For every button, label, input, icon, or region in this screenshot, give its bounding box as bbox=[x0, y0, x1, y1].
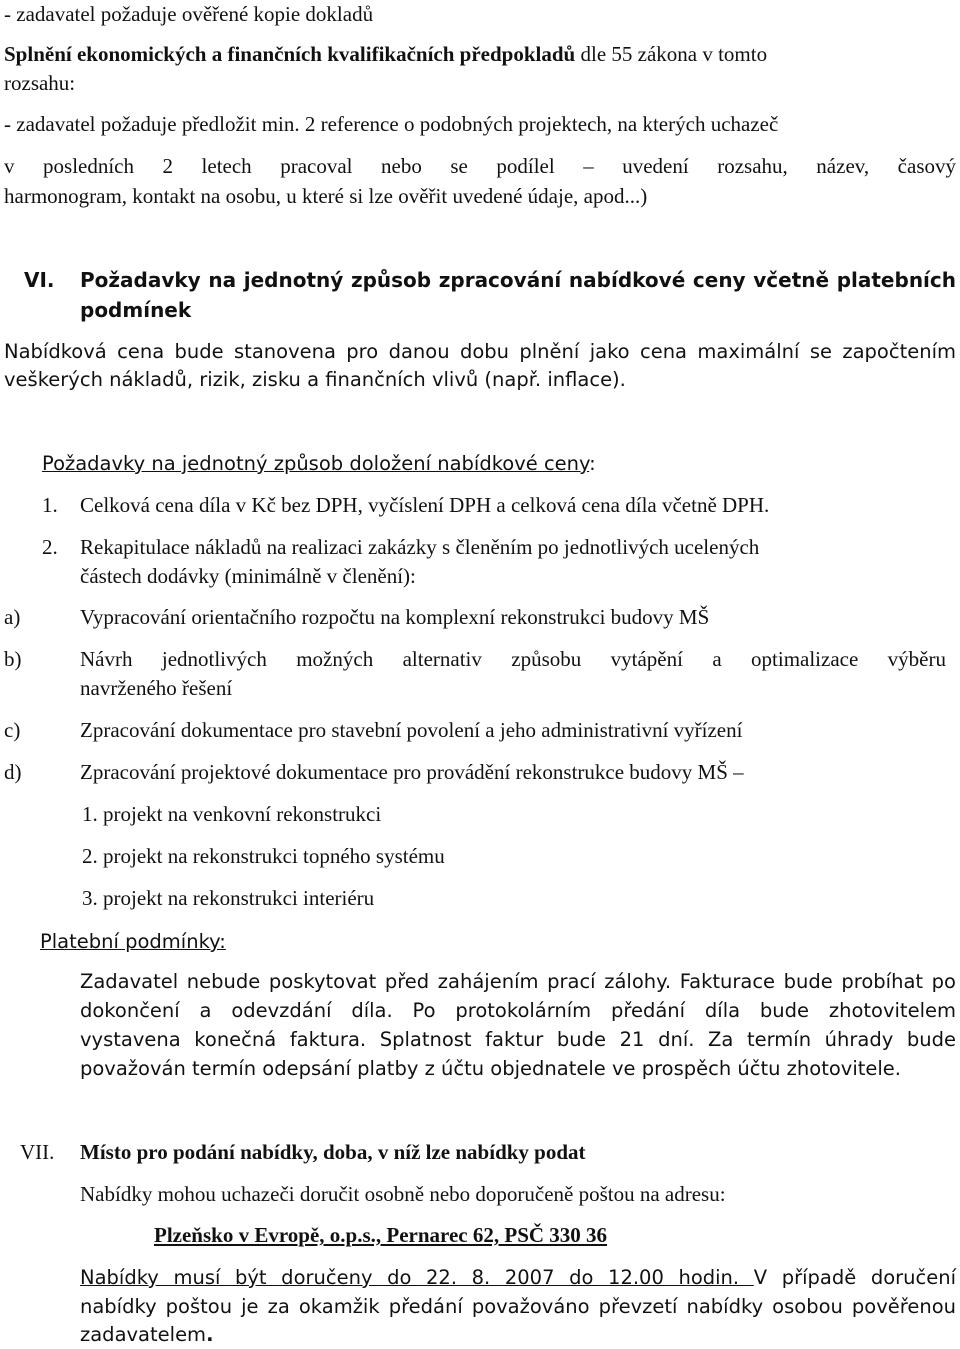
scope-label: rozsahu: bbox=[4, 71, 76, 95]
payment-line-2: dokončení a odevzdání díla. Po protokolárním předání díla bude zhotovitelem bbox=[80, 999, 956, 1022]
payment-line-4: považován termín odepsání platby z účtu objednatele ve prospěch účtu zhotovitele. bbox=[80, 1057, 901, 1080]
sub-item-d-project-2: 2. projekt na rekonstrukci topného systému bbox=[82, 844, 445, 868]
sub-item-a-text: Vypracování orientačního rozpočtu na komplexní rekonstrukci budovy MŠ bbox=[80, 605, 710, 629]
references-line-3: harmonogram, kontakt na osobu, u které si lze ověřit uvedené údaje, apod...) bbox=[4, 184, 648, 208]
economic-qualification-suffix: dle 55 zákona v tomto bbox=[575, 42, 768, 66]
item-1-number: 1. bbox=[42, 493, 58, 517]
payment-line-3: vystavena konečná faktura. Splatnost faktur bude 21 dní. Za termín úhrady bude bbox=[80, 1028, 956, 1051]
item-2-number: 2. bbox=[42, 535, 58, 559]
section-6-number: VI. bbox=[24, 268, 55, 292]
item-2-line-1: Rekapitulace nákladů na realizaci zakázky s členěním po jednotlivých ucelených bbox=[80, 535, 760, 559]
economic-qualification-heading: Splnění ekonomických a finančních kvalifikačních předpokladů bbox=[4, 42, 576, 66]
deadline-line-2: nabídky poštou je za okamžik předání považováno převzetí nabídky osobou pověřenou bbox=[80, 1295, 956, 1318]
references-line-2: v posledních 2 letech pracoval nebo se podílel – uvedení rozsahu, název, časový bbox=[4, 154, 956, 178]
sub-item-b-line-2: navrženého řešení bbox=[80, 676, 233, 700]
item-2-line-2: částech dodávky (minimálně v členění): bbox=[80, 564, 416, 588]
submission-line: Nabídky mohou uchazeči doručit osobně nebo doporučeně poštou na adresu: bbox=[80, 1182, 726, 1206]
section-7-heading: Místo pro podání nabídky, doba, v níž lze nabídky podat bbox=[80, 1140, 586, 1164]
sub-item-d-project-1: 1. projekt na venkovní rekonstrukci bbox=[82, 802, 382, 826]
requirement-line-copies: - zadavatel požaduje ověřené kopie dokladů bbox=[4, 2, 374, 26]
sub-item-a-label: a) bbox=[4, 605, 21, 629]
economic-qualification-line bbox=[4, 40, 767, 68]
deadline-underlined: Nabídky musí být doručeny do 22. 8. 2007 do 12.00 hodin. bbox=[80, 1266, 754, 1289]
sub-item-b-line-1: Návrh jednotlivých možných alternativ způsobu vytápění a optimalizace výběru bbox=[80, 647, 946, 671]
section-6-heading-line-2: podmínek bbox=[80, 298, 192, 322]
sub-item-d-label: d) bbox=[4, 760, 22, 784]
section-7-number: VII. bbox=[20, 1140, 55, 1164]
submission-address: Plzeňsko v Evropě, o.p.s., Pernarec 62, PSČ 330 36 bbox=[154, 1223, 608, 1247]
deadline-line-3-period: . bbox=[206, 1323, 214, 1346]
deadline-rest: V případě doručení bbox=[753, 1266, 956, 1289]
deadline-line-3-text: zadavatelem bbox=[80, 1323, 207, 1346]
sub-item-c-text: Zpracování dokumentace pro stavební povolení a jeho administrativní vyřízení bbox=[80, 718, 743, 742]
sub-item-c-label: c) bbox=[4, 718, 21, 742]
item-1-text: Celková cena díla v Kč bez DPH, vyčíslení DPH a celková cena díla včetně DPH. bbox=[80, 493, 770, 517]
price-paragraph-line-2: veškerých nákladů, rizik, zisku a finančních vlivů (např. inflace). bbox=[4, 368, 626, 391]
deadline-line bbox=[80, 1264, 956, 1292]
sub-item-d-text: Zpracování projektové dokumentace pro provádění rekonstrukce budovy MŠ – bbox=[80, 760, 744, 784]
section-6-heading-line-1: Požadavky na jednotný způsob zpracování nabídkové ceny včetně platebních bbox=[80, 268, 956, 292]
proof-heading-text: Požadavky na jednotný způsob doložení nabídkové ceny bbox=[42, 452, 590, 475]
payment-heading: Platební podmínky: bbox=[40, 930, 226, 953]
payment-line-1: Zadavatel nebude poskytovat před zahájením prací zálohy. Fakturace bude probíhat po bbox=[80, 970, 956, 993]
sub-item-d-project-3: 3. projekt na rekonstrukci interiéru bbox=[82, 886, 375, 910]
proof-heading bbox=[42, 450, 596, 478]
proof-heading-colon: : bbox=[589, 452, 596, 475]
references-line-1: - zadavatel požaduje předložit min. 2 reference o podobných projektech, na kterých uchazeč bbox=[4, 112, 779, 136]
price-paragraph-line-1: Nabídková cena bude stanovena pro danou dobu plnění jako cena maximální se započtením bbox=[4, 340, 956, 363]
sub-item-b-label: b) bbox=[4, 647, 22, 671]
